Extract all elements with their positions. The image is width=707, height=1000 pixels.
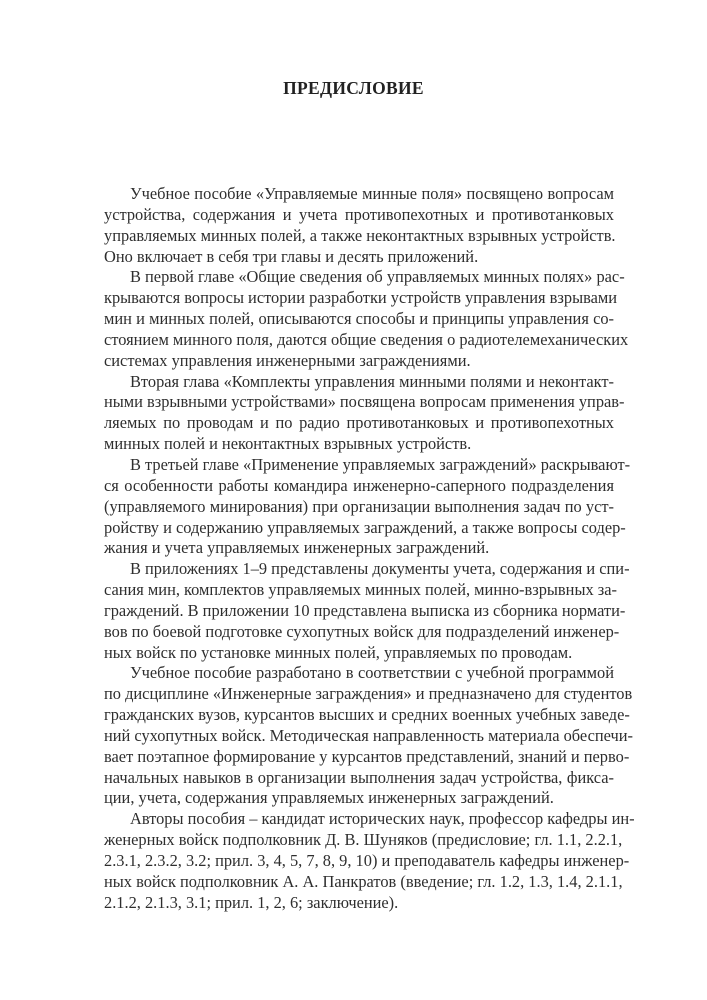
text-line: граждений. В приложении 10 представлена выписка из сборника нормати- [104, 600, 626, 620]
text-line: ции, учета, содержания управляемых инженерных заграждений. [104, 788, 554, 808]
text-line: ройству и содержанию управляемых заграждений, а также вопросы содер- [104, 517, 626, 537]
text-line: (управляемого минирования) при организации выполнения задач по уст- [104, 496, 614, 516]
text-line: системах управления инженерными заграждениями. [104, 350, 471, 370]
text-line: жания и учета управляемых инженерных заграждений. [104, 538, 490, 558]
paragraph [104, 454, 631, 559]
text-line: по дисциплине «Инженерные заграждения» и предназначено для студентов [104, 684, 633, 704]
text-line: ний сухопутных войск. Методическая направленность материала обеспечи- [104, 725, 633, 745]
text-line: вов по боевой подготовке сухопутных войск для подразделений инженер- [104, 621, 620, 641]
text-line: В приложениях 1–9 представлены документы учета, содержания и спи- [130, 559, 630, 579]
paragraph [104, 809, 635, 913]
text-line: Оно включает в себя три главы и десять приложений. [104, 246, 479, 266]
text-line: В третьей главе «Применение управляемых заграждений» раскрывают- [130, 454, 631, 474]
text-line: сания мин, комплектов управляемых минных полей, минно-взрывных за- [104, 580, 617, 600]
text-line: 2.3.1, 2.3.2, 3.2; прил. 3, 4, 5, 7, 8, 9, 10) и преподаватель кафедры инженер- [104, 851, 630, 870]
paragraph [104, 663, 633, 809]
text-line: ных войск по установке минных полей, управляемых по проводам. [104, 642, 573, 662]
text-line: мин и минных полей, описываются способы и принципы управления со- [104, 309, 614, 329]
paragraph [104, 371, 625, 455]
text-line: ными взрывными устройствами» посвящена вопросам применения управ- [104, 392, 625, 412]
text-line: вает поэтапное формирование у курсантов представлений, знаний и перво- [104, 746, 630, 766]
text-line: Учебное пособие «Управляемые минные поля» посвящено вопросам [130, 184, 614, 203]
document-body [104, 184, 635, 914]
text-line: ся особенности работы командира инженерно-саперного подразделения [104, 475, 614, 495]
text-line: Авторы пособия – кандидат исторических наук, профессор кафедры ин- [130, 809, 635, 829]
text-line: начальных навыков в организации выполнения задач устройства, фикса- [104, 767, 614, 787]
paragraph [104, 559, 630, 663]
text-line: минных полей и неконтактных взрывных устройств. [104, 434, 472, 454]
text-line: гражданских вузов, курсантов высших и средних военных учебных заведе- [104, 705, 630, 725]
text-line: ляемых по проводам и по радио противотанковых и противопехотных [104, 413, 614, 433]
text-line: женерных войск подполковник Д. В. Шуняков (предисловие; гл. 1.1, 2.2.1, [104, 830, 623, 850]
paragraph [104, 267, 629, 371]
text-line: Вторая глава «Комплекты управления минными полями и неконтакт- [130, 371, 614, 391]
text-line: управляемых минных полей, а также неконтактных взрывных устройств. [104, 225, 616, 245]
text-line: В первой главе «Общие сведения об управляемых минных полях» рас- [130, 267, 625, 287]
text-line: устройства, содержания и учета противопехотных и противотанковых [104, 204, 614, 224]
text-line: ных войск подполковник А. А. Панкратов (введение; гл. 1.2, 1.3, 1.4, 2.1.1, [104, 871, 623, 891]
text-line: 2.1.2, 2.1.3, 3.1; прил. 1, 2, 6; заключение). [104, 892, 399, 912]
text-line: Учебное пособие разработано в соответствии с учебной программой [130, 663, 614, 683]
text-line: стоянием минного поля, даются общие сведения о радиотелемеханических [104, 329, 629, 349]
page-title: ПРЕДИСЛОВИЕ [283, 78, 424, 98]
paragraph [104, 184, 614, 267]
text-line: крываются вопросы истории разработки устройств управления взрывами [104, 288, 618, 308]
